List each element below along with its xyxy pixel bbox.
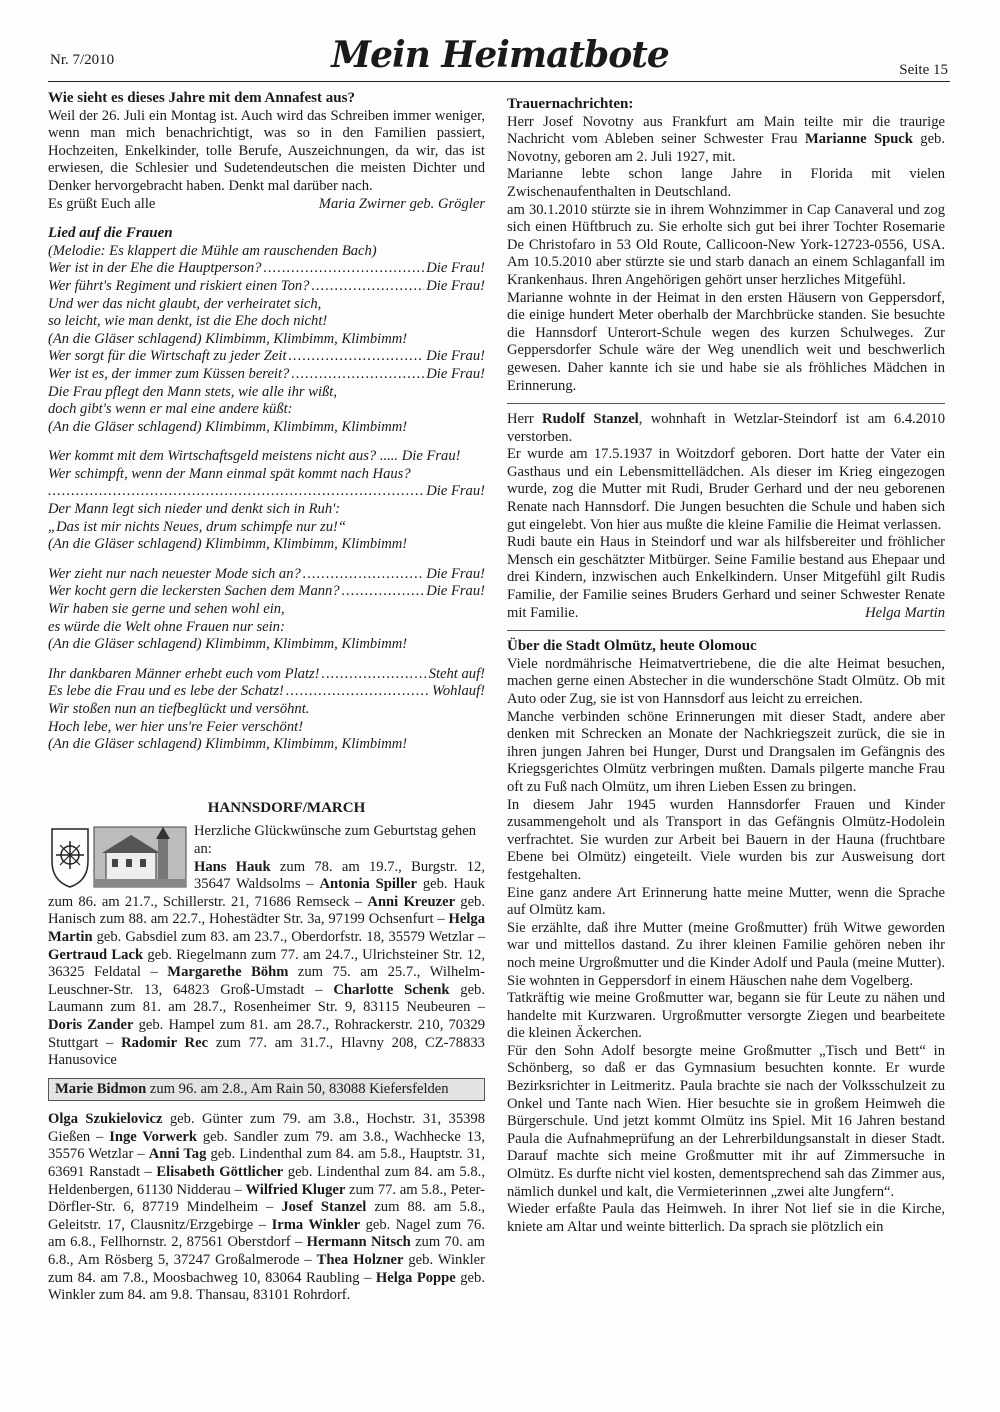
person-name: Antonia Spiller bbox=[319, 876, 417, 893]
person-name: Anni Kreuzer bbox=[367, 893, 456, 910]
hannsdorf-intro: Herzliche Glückwünsche zum Geburtstag gehen an: bbox=[194, 823, 477, 857]
birthday-list-1 bbox=[48, 859, 485, 1070]
olmuetz-section bbox=[507, 630, 945, 1236]
trauer-paragraph: Rudi baute ein Haus in Steindorf und war als hilfsbereiter und fröhlicher Mensch ein geschätzter Mitbürger. Seine Familie bestand aus Ehepaar und drei Kindern, inzwischen auch Enkelkindern. Unser Mitgefühl gilt Rudis Familie, der Familie seines Bruders Gerhard und seiner Schwester Renate mit Familie. Helga Martin bbox=[507, 534, 945, 621]
person-name: Marianne Spuck bbox=[804, 131, 913, 148]
annafest-author: Maria Zwirner geb. Grögler bbox=[318, 195, 485, 212]
annafest-signoff bbox=[48, 196, 485, 214]
article-paragraph: Sie erzählte, daß ihre Mutter (meine Großmutter) früh Witwe geworden war und mittellos dastand. Zu ihrer kleinen Familie gehören neben ihr noch meine Urgroßmutter und die Kinder Adolf und Paula (meine Mutter). Sie wohnten in Geppersdorf in einem Häuschen nahe dem Vogelberg. bbox=[507, 919, 945, 989]
birthday-details: zum 77. am 5.8., Peter-Dörfler-Str. 6, 87719 Mindelheim – bbox=[48, 1181, 485, 1216]
song-line: doch gibt's wenn er mal eine andere küßt: bbox=[48, 401, 293, 418]
song-line: (An die Gläser schlagend) Klimbimm, Klimbimm, Klimbimm! bbox=[48, 536, 408, 553]
song-line: Wer führt's Regiment und riskiert einen Ton? ..... Die Frau! bbox=[48, 278, 485, 296]
song-line: Wer kocht gern die leckersten Sachen dem Mann? ..... Die Frau! bbox=[48, 583, 485, 601]
person-name: Gertraud Lack bbox=[48, 946, 144, 963]
birthday-details: geb. Gabsdiel zum 83. am 23.7., Oberdorfstr. 18, 35579 Wetzlar – bbox=[92, 928, 485, 945]
song-line: Ihr dankbaren Männer erhebt euch vom Platz! ..... Steht auf! bbox=[48, 666, 485, 684]
person-name: Wilfried Kluger bbox=[245, 1181, 346, 1198]
birthday-details: geb. Nagel zum 76. am 6.8., Fellhornstr. 2, 87561 Oberstdorf – bbox=[48, 1216, 486, 1251]
birthday-details: geb. Hampel zum 81. am 28.7., Rohrackerstr. 210, 70329 Stuttgart – bbox=[48, 1016, 485, 1051]
annafest-greeting: Es grüßt Euch alle bbox=[48, 195, 156, 212]
birthday-details: zum 78. am 19.7., Burgstr. 12, 35647 Waldsolms – bbox=[194, 858, 485, 893]
hannsdorf-title: HANNSDORF/MARCH bbox=[207, 799, 366, 816]
olmuetz-paragraphs bbox=[507, 656, 945, 1237]
song-line: „Das ist mir nichts Neues, drum schimpfe nur zu!“ bbox=[48, 518, 346, 535]
highlight-birthday-box: Marie Bidmon zum 96. am 2.8., Am Rain 50, 83088 Kiefersfelden bbox=[48, 1078, 485, 1102]
person-name: Thea Holzner bbox=[316, 1252, 404, 1269]
article-paragraph: Viele nordmährische Heimatvertriebene, die die alte Heimat besuchen, machen gerne einen Abstecher in die wunderschöne Stadt Olmütz. Ob mit Auto oder Zug, sie ist von Hannsdorf aus leicht zu erreichen. bbox=[507, 655, 945, 707]
song-line: (An die Gläser schlagend) Klimbimm, Klimbimm, Klimbimm! bbox=[48, 330, 408, 347]
song-stanza-2 bbox=[48, 501, 485, 554]
left-column bbox=[48, 90, 485, 1305]
person-name: Inge Vorwerk bbox=[109, 1128, 197, 1145]
person-name: Helga Martin bbox=[48, 911, 485, 945]
birthday-details: geb. Winkler zum 84. am 9.8. Thansau, 83101 Rohrdorf. bbox=[48, 1269, 485, 1304]
song-line: Wer schimpft, wenn der Mann einmal spät kommt nach Haus? bbox=[48, 465, 411, 482]
masthead-logo: Mein Heimatbote bbox=[331, 34, 669, 76]
stanzel-section bbox=[507, 403, 945, 622]
article-paragraph: In diesem Jahr 1945 wurden Hannsdorfer Frauen und Kinder zusammengeholt und als Transport in das Gefängnis Olmütz-Hodolein verfrachtet. Sie wurden zur Arbeit bei Bauern in der Hauna (fruchtbare Ebene bei Olmütz) eingeteilt. Viele wurden bis zur Ausweisung dort festgehalten. bbox=[507, 796, 945, 883]
song-line: (An die Gläser schlagend) Klimbimm, Klimbimm, Klimbimm! bbox=[48, 636, 408, 653]
song-stanza-3 bbox=[48, 566, 485, 654]
birthday-details: zum 77. am 31.7., Hlavny 208, CZ-78833 Hanusovice bbox=[48, 1034, 485, 1069]
birthday-details: zum 88. am 5.8., Geleitstr. 17, Clausnitz/Erzgebirge – bbox=[48, 1199, 485, 1233]
article-paragraph: Eine ganz andere Art Erinnerung hatte meine Mutter, wenn die Sprache auf Olmütz kam. bbox=[507, 884, 945, 919]
person-name: Radomir Rec bbox=[121, 1034, 209, 1051]
song-line: Hoch lebe, wer hier uns're Feier verschönt! bbox=[48, 718, 304, 735]
page-number: Seite 15 bbox=[899, 62, 948, 78]
article-paragraph: Wieder erfaßte Paula das Heimweh. In ihrer Not lief sie in die Kirche, kniete am Altar und weinte bitterlich. Da sprach sie plötzlich ein bbox=[507, 1201, 945, 1235]
song-stanza-1 bbox=[48, 260, 485, 436]
birthday-details: zum 75. am 25.7., Wilhelm-Leuschner-Str. 13, 64823 Groß-Umstadt – bbox=[48, 964, 485, 998]
person-name: Hermann Nitsch bbox=[306, 1234, 411, 1251]
song-line: Wir stoßen nun an tiefbeglückt und versöhnt. bbox=[48, 701, 310, 717]
birthday-details: geb. Lindenthal zum 84. am 5.8., Hauptstr. 31, 63691 Ranstadt – bbox=[48, 1146, 485, 1181]
person-name: Doris Zander bbox=[48, 1016, 134, 1033]
trauer-paragraph: Herr Josef Novotny aus Frankfurt am Main teilte mir die traurige Nachricht vom Ableben seiner Schwester Frau Marianne Spuck geb. Novotny, geboren am 2. Juli 1927, mit. bbox=[507, 113, 946, 165]
song-line: Wir haben sie gerne und sehen wohl ein, bbox=[48, 601, 285, 618]
song-line: so leicht, wie man denkt, ist die Ehe doch nicht! bbox=[48, 313, 328, 330]
person-name: Olga Szukielovicz bbox=[48, 1111, 163, 1128]
song-line: Wer ist es, der immer zum Küssen bereit? ..... Die Frau! bbox=[48, 366, 485, 384]
person-name: Rudolf Stanzel bbox=[542, 411, 639, 428]
olmuetz-title: Über die Stadt Olmütz, heute Olomouc bbox=[507, 638, 757, 655]
hannsdorf-crest-image bbox=[48, 823, 188, 889]
right-column bbox=[507, 90, 945, 1236]
person-name: Hans Hauk bbox=[194, 858, 271, 875]
person-name: Irma Winkler bbox=[271, 1216, 361, 1233]
song-line: es würde die Welt ohne Frauen nur sein: bbox=[48, 618, 285, 635]
song-line: Wer kommt mit dem Wirtschaftsgeld meistens nicht aus? ..... Die Frau! bbox=[48, 448, 461, 465]
song-line: (An die Gläser schlagend) Klimbimm, Klimbimm, Klimbimm! bbox=[48, 736, 408, 753]
article-paragraph: Für den Sohn Adolf besorgte meine Großmutter „Tisch und Bett“ in Schönberg, so daß er das Gymnasium besuchten konnte. Er wurde Bezirksrichter in Leitmeritz. Paula brachte sie nach der Volksschulzeit zu Onkel und Tante nach Wien. Hier besuchte sie in großem Heimweh die Bürgerschule. Und jetzt kommt Olmütz ins Spiel. Mit 16 Jahren bestand Paula die Aufnahmeprüfung an der Lehrerbildungsanstalt in dieser Stadt. Darauf machte sich meine Großmutter mit ihr auf Zimmersuche in Olmütz. Es durfte nicht viel kosten, dementsprechend sah das Zimmer aus, nämlich dunkel und kalt, die Vermieterinnen „zwei alte Jungfern“. bbox=[507, 1042, 945, 1200]
birthday-details: geb. Günter zum 79. am 3.8., Hochstr. 31, 35398 Gießen – bbox=[48, 1111, 486, 1145]
person-name: Josef Stanzel bbox=[281, 1199, 367, 1216]
song-line: Wer sorgt für die Wirtschaft zu jeder Zeit ..... Die Frau! bbox=[48, 348, 485, 366]
song-title: Lied auf die Frauen bbox=[48, 225, 173, 242]
trauer-paragraph: am 30.1.2010 stürzte sie in ihrem Wohnzimmer in Cap Canaveral und zog sich einen Hüftbruch zu. Sie erholte sich gut bei ihrer Tochter Rosemarie De Christofaro in 53 Old Route, Callicoon-New York-12723-0556, USA. Am 10.5.2010 aber stürzte sie und starb danach an einem Schlaganfall im Krankenhaus. Ihren Angehörigen gehört unser herzliches Mitgefühl. bbox=[507, 201, 945, 288]
birthday-details: geb. Sandler zum 79. am 3.8., Wachhecke 13, 35576 Wetzlar – bbox=[48, 1128, 485, 1163]
annafest-body: Weil der 26. Juli ein Montag ist. Auch wird das Schreiben immer weniger, wenn man mich benachrichtigt, was so in den Familien passiert, Hochzeiten, Enkelkinder, tolle Berufe, Auszeichnungen, da wir, das ist erwiesen, die Schlesier und Sudetendeutschen die meisten Dichter und Denker hervorgebracht haben. Denkt mal darüber nach. bbox=[48, 107, 485, 194]
article-paragraph: Tatkräftig wie meine Großmutter war, begann sie für Leute zu nähen und handelte mit Kurzwaren. Urgroßmutter versorgte Ziegen und bearbeitete die kleinen Äckerchen. bbox=[507, 990, 945, 1042]
birthday-details: zum 70. am 6.8., Am Rösberg 5, 37247 Großalmerode – bbox=[48, 1234, 485, 1269]
header-rule bbox=[48, 81, 950, 82]
article-paragraph: Manche verbinden schöne Erinnerungen mit dieser Stadt, andere aber denken mit Schrecken an Monate der Nachkriegszeit zurück, die sie in ihren jungen Jahren bei Hunger, Durst und Drangsalen im Gefängnis des Kriegsgerichtes Olmütz verbringen mußten. Damals pilgerte manche Frau oft zu Fuß nach Olmütz, um ihren Lieben Essen zu bringen. bbox=[507, 708, 945, 795]
trauer-title: Trauernachrichten: bbox=[507, 96, 634, 112]
person-name: Charlotte Schenk bbox=[333, 981, 450, 998]
person-name: Anni Tag bbox=[148, 1146, 207, 1163]
issue-number: Nr. 7/2010 bbox=[50, 52, 115, 68]
trauer-author: Helga Martin bbox=[865, 604, 945, 621]
song-line: Der Mann legt sich nieder und denkt sich in Ruh': bbox=[48, 501, 341, 518]
trauer-paragraph: Er wurde am 17.5.1937 in Woitzdorf geboren. Dort hatte der Vater ein Gasthaus und ein Lebensmittellädchen. Als dieser im Krieg eingezogen wurde, zog die Mutter mit Rudi, Bruder Gerhard und der neu geborenen Renate nach Hannsdorf. Die Jungen besuchten die Schule und haben sich gut eingelebt. Von hier aus mußte die kleine Familie die Heimat verlassen. bbox=[507, 446, 945, 533]
song-stanza-4 bbox=[48, 666, 485, 754]
birthday-details: geb. Hauk zum 86. am 21.7., Schillerstr. 21, 71686 Remseck – bbox=[48, 876, 485, 910]
person-name: Margarethe Böhm bbox=[167, 964, 289, 981]
song-melody: (Melodie: Es klappert die Mühle am rauschenden Bach) bbox=[48, 242, 377, 259]
person-name: Helga Poppe bbox=[375, 1269, 456, 1286]
person-name: Elisabeth Göttlicher bbox=[156, 1164, 284, 1181]
trauer-paragraph: Marianne lebte schon lange Jahre in Florida mit vielen Zwischenaufenthalten in Deutschland. bbox=[507, 166, 945, 200]
song-line: ..... Die Frau! bbox=[48, 483, 485, 501]
song-line: (An die Gläser schlagend) Klimbimm, Klimbimm, Klimbimm! bbox=[48, 418, 408, 435]
song-line: Es lebe die Frau und es lebe der Schatz! ..... Wohlauf! bbox=[48, 683, 485, 701]
song-line: Wer zieht nur nach neuester Mode sich an? ..... Die Frau! bbox=[48, 566, 485, 584]
birthday-list-2 bbox=[48, 1111, 485, 1305]
song-line: Die Frau pflegt den Mann stets, wie alle ihr wißt, bbox=[48, 383, 338, 400]
person-name: Marie Bidmon bbox=[55, 1080, 147, 1097]
birthday-details: geb. Riegelmann zum 77. am 24.7., Ulrichsteiner Str. 12, 36325 Feldatal – bbox=[48, 946, 485, 981]
trauer-paragraph: Marianne wohnte in der Heimat in den ersten Häusern von Geppersdorf, die einige hundert Meter oberhalb der Marchbrücke standen. Sie besuchte die Hannsdorf Unterort-Schule wegen des kurzen Schulweges. Zur Geppersdorfer Schule wäre der Weg unendlich weit und beschwerlich gewesen. Daher kannte ich sie und habe sie als fröhliches Mädchen in Erinnerung. bbox=[507, 289, 945, 394]
song-line: Wer ist in der Ehe die Hauptperson? ..... Die Frau! bbox=[48, 260, 485, 278]
song-line: Und wer das nicht glaubt, der verheiratet sich, bbox=[48, 295, 322, 312]
annafest-title: Wie sieht es dieses Jahre mit dem Annafest aus? bbox=[48, 90, 355, 106]
birthday-details: geb. Laumann zum 81. am 28.7., Rosenheimer Str. 9, 83115 Neubeuren – bbox=[48, 981, 485, 1016]
birthday-details: geb. Winkler zum 84. am 7.8., Moosbachweg 10, 83064 Raubling – bbox=[48, 1252, 486, 1286]
birthday-details: geb. Lindenthal zum 84. am 5.8., Heldenbergen, 61130 Nidderau – bbox=[48, 1164, 485, 1198]
birthday-details: geb. Hanisch zum 88. am 22.7., Hohestädter Str. 3a, 97199 Ochsenfurt – bbox=[48, 893, 486, 928]
trauer-paragraph: Herr Rudolf Stanzel, wohnhaft in Wetzlar-Steindorf ist am 6.4.2010 verstorben. bbox=[507, 411, 945, 445]
